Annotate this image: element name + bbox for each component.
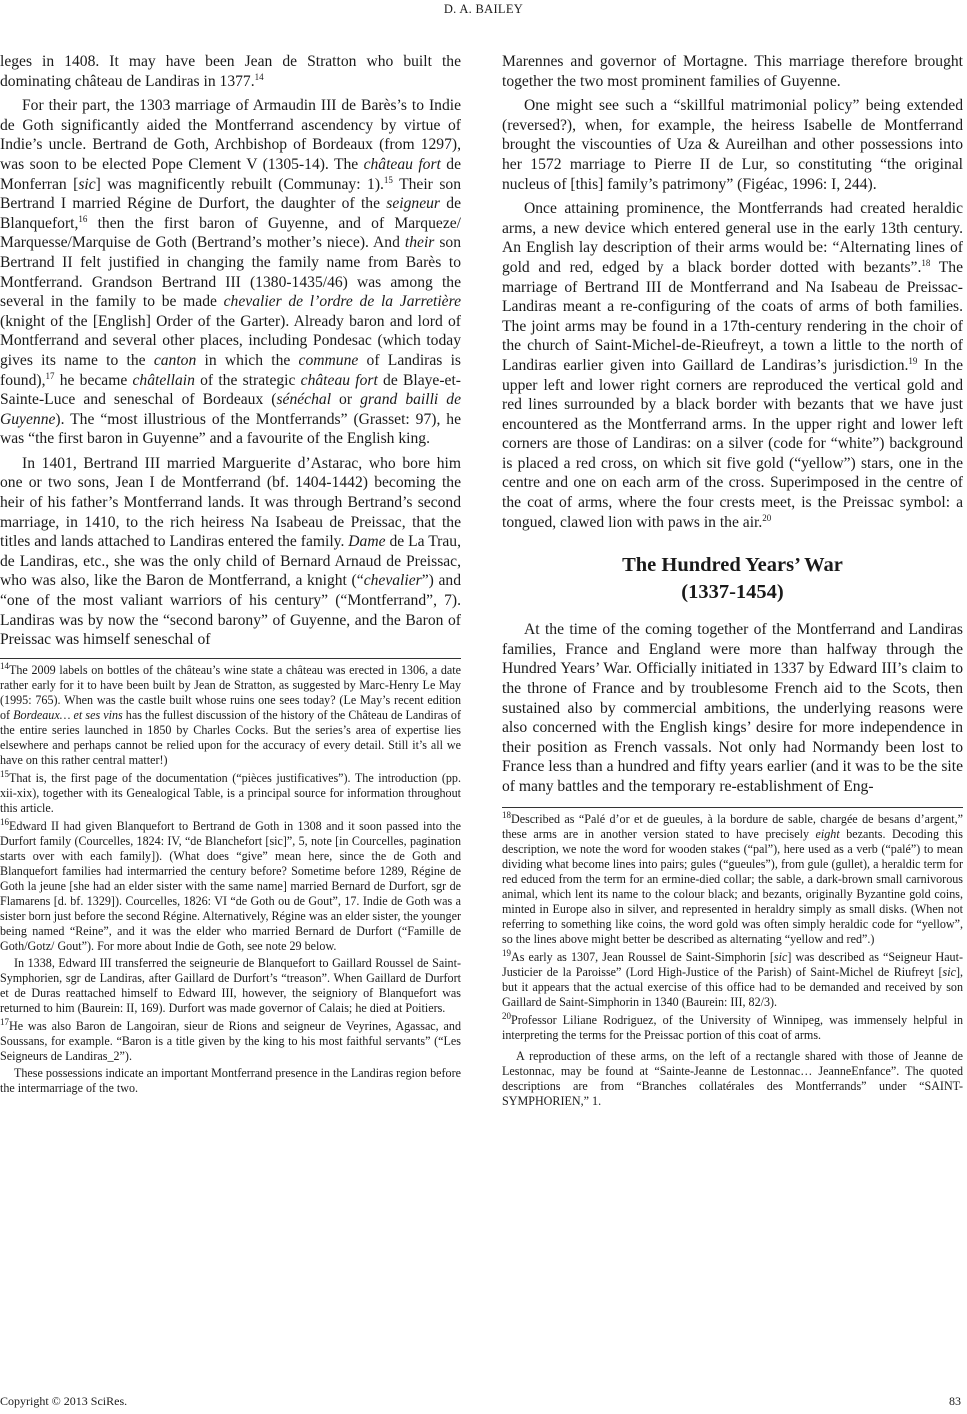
section-heading — [502, 552, 963, 606]
footnote-ref: 20 — [762, 512, 772, 523]
paragraph: Once attaining prominence, the Montferrands had created heraldic arms, a new device which entered general use in the early 13th century. An English lay description of their arms would be: “Alternating lines of gold and red, edged by a black border dotted with bezants”.$^{18}$ The marriage of Bertrand III de Montferrand and Na Isabeau de Preissac-Landiras meant a re-configuring of the coats of arms of both families. The joint arms may be found in a 17th-century rendering in the choir of the church of Saint-Michel-de-Rieufreyt, a town a little to the north of Landiras earlier given into Gaillard de Landiras’s jurisdiction.$^{19}$ In the upper left and lower right corners are reproduced the vertical gold and red lines surrounded by a black border with bezants that we have just encountered as the Montferrand arms. In the upper right and lower left corners are those of Landiras: on a silver (code for “white”) background is placed a red cross, on which sit five gold (“yellow”) stars, one in the centre and one on each arm of the cross. Superimposed in the centre of the coat of arms, where the four crests meet, is the Preissac symbol: a tongued, clawed lion with paws in the air.$^{20}$ — [502, 200, 963, 531]
footnote-17: $^{17}$He was also Baron de Langoiran, sieur de Rions and seigneur de Veyrines, Agassac, and Soussans, for example. “Baron is a title given by the king to his most faithful servants” (“Les Seigneurs de Landiras_2”). — [0, 1016, 461, 1063]
footnote-ref: 19 — [908, 355, 918, 366]
left-body-text — [0, 52, 461, 650]
footnote-16: $^{16}$Edward II had given Blanquefort to Bertrand de Goth in 1308 and it soon passed into the Durfort family (Courcelles, 1824: IV, “de Blanchefort [sic]”, 5, note [in Courcelles, pagination starts over with each family]). (What does “give” mean here, since the de Goth and Blanquefort families had intermarried the century before? Sometime before 1289, Régine de Goth la jeune [she had an elder sister with the same name] married Bernard de Durfort, sgr de Flamarens [d. bf. 1329]). Courcelles, 1826: VI “de Goth ou de Gout”, 17. Indie de Goth was a sister born just before the second Régine. Alternatively, Régine was an elder sister, the younger being named “Reine”, and it was the elder who married Bernard de Durfort (“Famille de Goth/Gotz/ Gout”). For more about Indie de Goth, see note 29 below. — [0, 816, 461, 953]
footnote-20-continued: A reproduction of these arms, on the left of a rectangle shared with those of Jeanne de Lestonnac, may be found at “Sainte-Jeanne de Lestonnac… JeanneEnfance”. The quoted descriptions are from “Branches collatérales des Montferrands” under “SAINT-SYMPHORIEN,” 1. — [502, 1048, 963, 1108]
footnotes — [0, 660, 461, 1096]
paragraph: In 1401, Bertrand III married Marguerite d’Astarac, who bore him one or two sons, Jean I de Montferrand (bf. 1404-1442) becoming the heir of his father’s Montferrand lands. It was through Bertrand’s second marriage, in 1410, to the rich heiress Na Isabeau de Preissac, that the titles and lands attached to Landiras entered the family. Dame de La Trau, de Landiras, etc., she was the only child of Bernard Arnaud de Preissac, who was also, like the Baron de Montferrand, a knight (“chevalier”) and “one of the most valiant warriors of his century” (“Montferrand”, 7). Landiras was by now the “second barony” of Guyenne, and the Baron of Preissac was himself seneschal of — [0, 454, 462, 649]
paragraph: One might see such a “skillful matrimonial policy” being extended (reversed?), when, for example, the heiress Isabelle de Montferrand brought the viscounties of Uza & Aureilhan and other possessions into her 1572 marriage to Pierre II de Lur, so constituting “the original nucleus of [this] family’s patrimony” (Figéac, 1996: I, 244). — [502, 97, 963, 193]
footnote-ref: 15 — [383, 174, 393, 185]
running-head: D. A. BAILEY — [443, 2, 524, 16]
section-heading-dates: (1337-1454) — [681, 581, 784, 604]
footnote-divider — [502, 807, 963, 808]
footnote-15: $^{15}$That is, the first page of the documentation (“pièces justificatives”). The introduction (pp. xii-xix), together with its Genealogical Table, is a principal source for information throughout this article. — [0, 768, 461, 815]
right-body-text — [502, 52, 963, 797]
footnote-ref: 17 — [45, 370, 55, 381]
footnote-ref: 14 — [254, 71, 264, 82]
footnote-20: $^{20}$Professor Liliane Rodriguez, of the University of Winnipeg, was immensely helpful in interpreting the terms for the Preissac portion of this coat of arms. — [502, 1010, 963, 1042]
footnote-ref: 16 — [78, 213, 88, 224]
paragraph: leges in 1408. It may have been Jean de Stratton who built the dominating château de Landiras in 1377.14 — [0, 53, 461, 90]
left-column — [0, 52, 461, 1096]
footnote-divider — [0, 658, 461, 659]
footnotes — [502, 809, 963, 1109]
paragraph: For their part, the 1303 marriage of Armaudin III de Barès’s to Indie de Goth significantly aided the Montferrand ascendency by virtue of Indie’s uncle. Bertrand de Goth, Archbishop of Bordeaux (from 1297), was soon to be elected Pope Clement V (1305-14). The château fort de Monferran [sic] was magnificently rebuilt (Communay: 1).$^{15}$ Their son Bertrand I married Régine de Durfort, the daughter of the seigneur de Blanquefort,$^{16}$ then the first baron of Guyenne, and of Marqueze/ Marquesse/Marquise de Goth (Bertrand’s mother’s niece). And their son Bertrand II felt justified in changing the family name from Barès to Montferrand. Grandson Bertrand III (1380-1435/46) was among the several in the family to be made chevalier de l’ordre de la Jarretière (knight of the [English] Order of the Garter). Already baron and lord of Montferrand and several other places, including Pondesac (which today gives its name to the canton in which the commune of Landiras is found),$^{17}$ he became châtellain of the strategic château fort de Blaye-et-Sainte-Luce and seneschal of Bordeaux (sénéchal or grand bailli de Guyenne). The “most illustrious of the Montferrands” (Grasset: 97), he was “the first baron in Guyenne” and a favourite of the English king. — [0, 97, 461, 448]
footnote-14: $^{14}$The 2009 labels on bottles of the château’s wine state a château was erected in 1306, a date rather early for it to have been built by Jean de Stratton, as suggested by Marc-Henry Le May (1995: 765). When was the castle built whose ruins one sees today? (Le May’s recent edition of Bordeaux… et ses vins has the fullest discussion of the history of the Château de Landiras of the entire series launched in 1850 by Charles Cocks. But the series’s area of expertise lies elsewhere and perhaps cannot be relied upon for the accuracy of every detail. Still it’s all we have on this rather central matter!) — [0, 660, 461, 767]
footnote-18: $^{18}$Described as “Palé d’or et de gueules, à la bordure de sable, chargée de besans d’argent,” these arms are in another version stated to have precisely eight bezants. Decoding this description, we note the word for wooden stakes (“pal”), here used as a verb (“palé”) to mean dividing what become lines into pairs; gules (“gueules”), from gule (gullet), a heraldic term for red educed from the term for an ermine-died collar; the sable, a dark-brown small carnivorous animal, which lent its name to the colour black; and bezants, originally Byzantine gold coins, minted in Europe also in silver, and represented in heraldry simply as small disks. (When not referring to something like coins, the word gold was often simply heraldic code for “yellow”, so the lines above might better be described as alternating “yellow and red”.) — [502, 809, 963, 946]
paragraph: At the time of the coming together of the Montferrand and Landiras families, France and England were more than halfway through the Hundred Years’ War. Officially initiated in 1337 by Edward III’s claim to the throne of France and by troublesome French aid to the Scots, then sustained also by commercial ambitions, the underlying reasons were also concerned with the English kings’ desire for more independence in their position as French vassals. Not only had Normandy been lost to France less than a hundred and fifty years earlier (and it was to be the site of many battles and the temporary re-establishment of Eng- — [502, 621, 963, 795]
right-column — [502, 52, 963, 1109]
footnote-ref: 18 — [921, 257, 931, 268]
footnote-16-continued: In 1338, Edward III transferred the seigneurie de Blanquefort to Gaillard Roussel de Saint-Symphorien, sgr de Landiras, after Gaillard de Durfort’s “treason”. When Gaillard de Durfort et de Duras reattached himself to Edward III, however, the seigniory of Blanquefort was returned to him (Baurein: II, 169). Durfort was made governor of Calais; he died at Poitiers. — [0, 955, 461, 1015]
footnote-17-continued: These possessions indicate an important Montferrand presence in the Landiras region before the intermarriage of the two. — [0, 1065, 461, 1095]
section-heading-title: The Hundred Years’ War — [622, 554, 843, 577]
paragraph: Marennes and governor of Mortagne. This marriage therefore brought together the two most prominent families of Guyenne. — [502, 53, 963, 90]
copyright-notice: Copyright © 2013 SciRes. — [0, 1394, 128, 1408]
page-number: 83 — [949, 1394, 961, 1408]
footnote-19: $^{19}$As early as 1307, Jean Roussel de Saint-Simphorin [sic] was described as “Seigneur Haut-Justicier de la Paroisse” (Lord High-Justice of the Parish) of Saint-Michel de Riufreyt [sic], but it appears that the actual exercise of this office had to be demanded and received by son Gaillard de Saint-Simphorin in 1340 (Baurein: III, 82/3). — [502, 947, 963, 1009]
